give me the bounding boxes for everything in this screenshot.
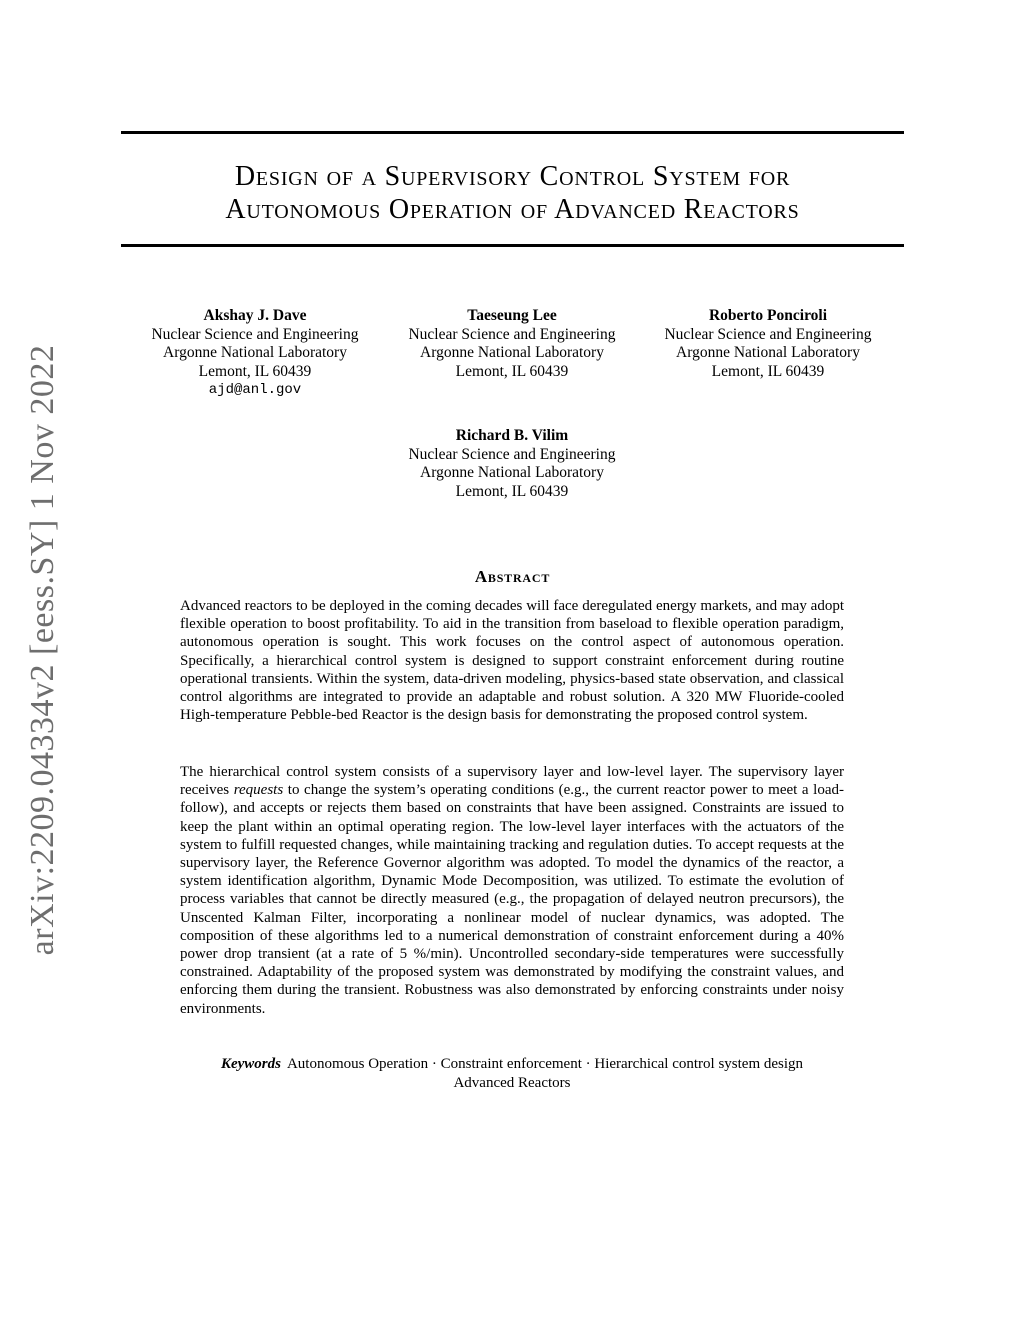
author-org: Argonne National Laboratory <box>676 344 860 361</box>
author-dept: Nuclear Science and Engineering <box>408 445 616 463</box>
paper-title <box>121 160 904 226</box>
keywords-text: Autonomous Operation · Constraint enforcement · Hierarchical control system design <box>286 1056 804 1072</box>
author-block-2 <box>382 307 642 381</box>
author-org: Argonne National Laboratory <box>420 344 604 361</box>
author-name: Akshay J. Dave <box>203 307 307 324</box>
author-block-1 <box>125 307 385 400</box>
author-name: Richard B. Vilim <box>455 427 569 444</box>
abstract-paragraph-2 <box>180 763 844 1018</box>
author-name: Taeseung Lee <box>467 307 557 324</box>
author-location: Lemont, IL 60439 <box>455 482 569 500</box>
author-name: Roberto Ponciroli <box>708 307 828 324</box>
title-line-2: Autonomous Operation of Advanced Reactors <box>225 194 800 225</box>
author-org: Argonne National Laboratory <box>420 464 604 481</box>
author-location: Lemont, IL 60439 <box>198 362 312 380</box>
author-email[interactable]: ajd@anl.gov <box>208 382 302 398</box>
author-dept: Nuclear Science and Engineering <box>151 325 359 343</box>
author-block-3 <box>638 307 898 381</box>
abstract-p2-part-a: The hierarchical control system consists of a supervisory layer and low-level layer. The supervisory layer receives <box>180 764 844 799</box>
title-line-1: Design of a Supervisory Control System for <box>234 161 791 192</box>
arxiv-identifier: arXiv:2209.04334v2 [eess.SY] 1 Nov 2022 <box>24 344 61 956</box>
author-dept: Nuclear Science and Engineering <box>664 325 872 343</box>
author-location: Lemont, IL 60439 <box>711 362 825 380</box>
keywords-line-1 <box>180 1055 844 1074</box>
abstract-heading: Abstract <box>474 567 551 586</box>
author-location: Lemont, IL 60439 <box>455 362 569 380</box>
keywords-label: Keywords <box>220 1056 281 1072</box>
keywords-block <box>180 1055 844 1093</box>
title-rule-top <box>121 131 904 134</box>
title-rule-bottom <box>121 244 904 247</box>
abstract-paragraph-1: Advanced reactors to be deployed in the coming decades will face deregulated energy markets, and may adopt flexible operation to boost profitability. To aid in the transition from baseload to flexible operation paradigm, autonomous operation is sought. This work focuses on the control aspect of autonomous operation. Specifically, a hierarchical control system is designed to support constraint enforcement during routine operational transients. Within the system, data-driven modeling, physics-based state observation, and classical control algorithms are integrated to provide an adaptable and robust solution. A 320 MW Fluoride-cooled High-temperature Pebble-bed Reactor is the design basis for demonstrating the proposed control system. <box>180 598 844 724</box>
abstract-p2-part-b: to change the system’s operating conditions (e.g., the current reactor power to meet a load-follow), and accepts or rejects them based on constraints that have been assigned. Constraints are issued to keep the plant within an optimal operating region. The low-level layer interfaces with the actuators of the system to fulfill requested changes, while maintaining tracking and regulation duties. To accept requests at the supervisory layer, the Reference Governor algorithm was adopted. To model the dynamics of the reactor, a system identification algorithm, Dynamic Mode Decomposition, was utilized. To estimate the evolution of process variables that cannot be directly measured (e.g., the propagation of delayed neutron precursors), the Unscented Kalman Filter, incorporating a nonlinear model of nuclear dynamics, was adopted. The composition of these algorithms led to a numerical demonstration of constraint enforcement during a 40% power drop transient (at a rate of 5 %/min). Uncontrolled secondary-side temperatures were successfully constrained. Adaptability of the proposed system was demonstrated by modifying the constraint values, and enforcing them during the transient. Robustness was also demonstrated by enforcing constraints under noisy environments. <box>180 782 844 1017</box>
author-dept: Nuclear Science and Engineering <box>408 325 616 343</box>
author-block-4 <box>382 427 642 501</box>
abstract-p2-emphasis: requests <box>233 782 284 799</box>
author-org: Argonne National Laboratory <box>163 344 347 361</box>
keywords-line-2: Advanced Reactors <box>453 1075 571 1091</box>
